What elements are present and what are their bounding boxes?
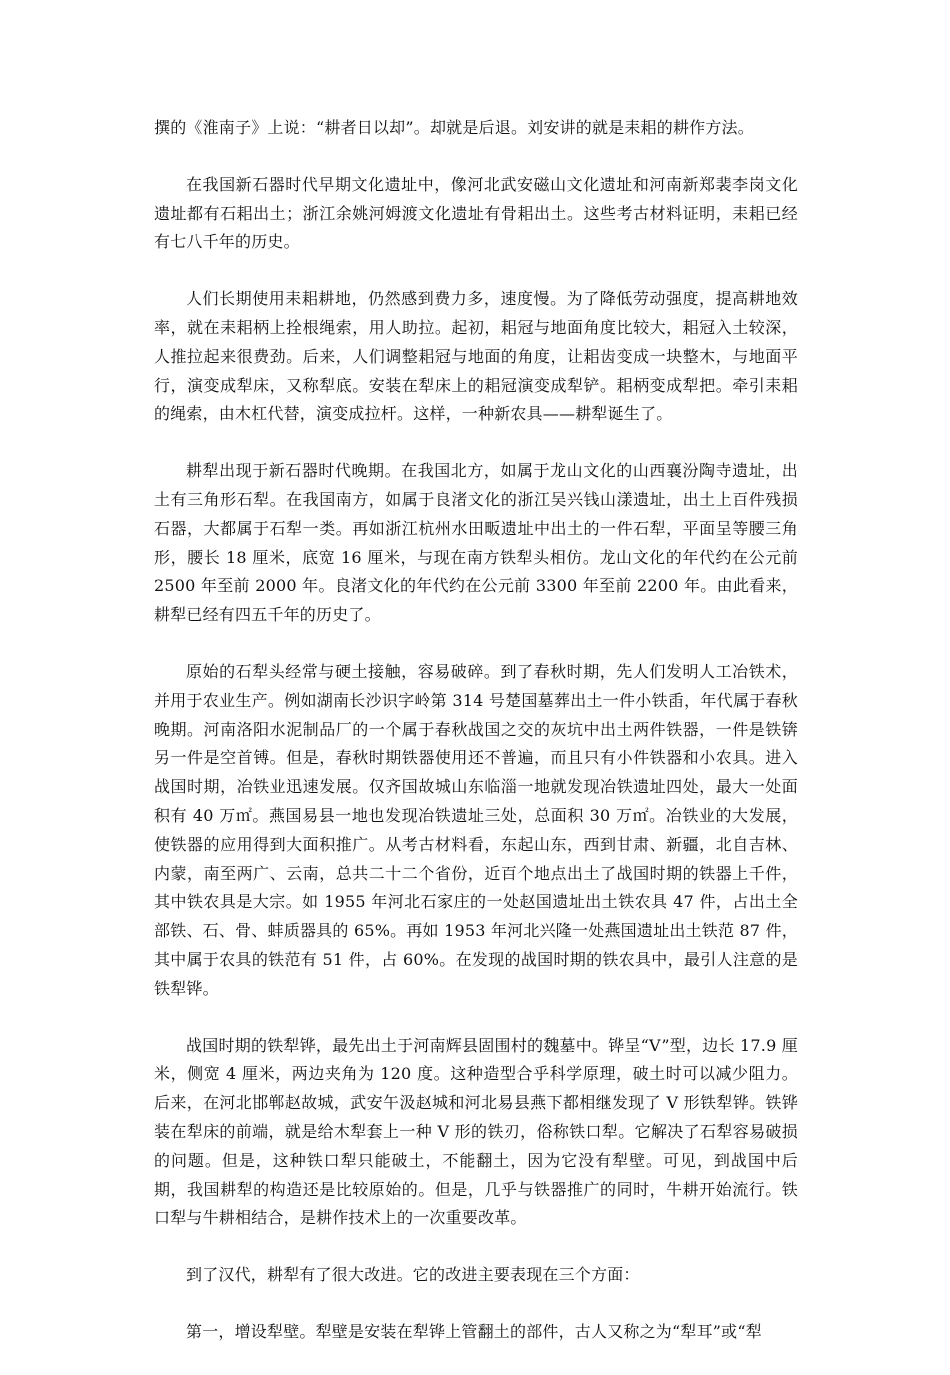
paragraph-3: 人们长期使用耒耜耕地，仍然感到费力多，速度慢。为了降低劳动强度，提高耕地效率，就在耒耜柄上拴根绳索，用人助拉。起初，耜冠与地面角度比较大，耜冠入土较深，人推拉起来很费劲。后来，人们调整耜冠与地面的角度，让耜齿变成一块整木，与地面平行，演变成犁床，又称犁底。安装在犁床上的耜冠演变成犁铲。耜柄变成犁把。牵引耒耜的绳索，由木杠代替，演变成拉杆。这样，一种新农具——耕犁诞生了。 — [154, 289, 798, 424]
paragraph-4: 耕犁出现于新石器时代晚期。在我国北方，如属于龙山文化的山西襄汾陶寺遗址，出土有三角形石犁。在我国南方，如属于良渚文化的浙江吴兴钱山漾遗址，出土上百件残损石器，大都属于石犁一类。再如浙江杭州水田畈遗址中出土的一件石犁，平面呈等腰三角形，腰长 18 厘米，底宽 16 厘米，与现在南方铁犁头相仿。龙山文化的年代约在公元前 2500 年至前 2000 年。良渚文化的年代约在公元前 3300 年至前 2200 年。由此看来，耕犁已经有四五千年的历史了。 — [154, 461, 798, 625]
paragraph-7: 到了汉代，耕犁有了很大改进。它的改进主要表现在三个方面： — [186, 1265, 640, 1285]
paragraph-2: 在我国新石器时代早期文化遗址中，像河北武安磁山文化遗址和河南新郑裴李岗文化遗址都有石耜出土；浙江余姚河姆渡文化遗址有骨耜出土。这些考古材料证明，耒耜已经有七八千年的历史。 — [154, 174, 798, 252]
paragraph-5: 原始的石犁头经常与硬土接触，容易破碎。到了春秋时期，先人们发明人工冶铁术，并用于农业生产。例如湖南长沙识字岭第 314 号楚国墓葬出土一件小铁臿，年代属于春秋晚期。河南洛阳水泥制品厂的一个属于春秋战国之交的灰坑中出土两件铁器，一件是铁锛另一件是空首镈。但是，春秋时期铁器使用还不普遍，而且只有小件铁器和小农具。进入战国时期，冶铁业迅速发展。仅齐国故城山东临淄一地就发现冶铁遗址四处，最大一处面积有 40 万㎡。燕国易县一地也发现冶铁遗址三处，总面积 30 万㎡。冶铁业的大发展，使铁器的应用得到大面积推广。从考古材料看，东起山东，西到甘肃、新疆，北自吉林、内蒙，南至两广、云南，总共二十二个省份，近百个地点出土了战国时期的铁器上千件，其中铁农具是大宗。如 1955 年河北石家庄的一处赵国遗址出土铁农具 47 件，占出土全部铁、石、骨、蚌质器具的 65%。再如 1953 年河北兴隆一处燕国遗址出土铁范 87 件，其中属于农具的铁范有 51 件，占 60%。在发现的战国时期的铁农具中，最引人注意的是铁犁铧。 — [154, 661, 798, 998]
paragraph-6: 战国时期的铁犁铧，最先出土于河南辉县固围村的魏墓中。铧呈“V”型，边长 17.9 厘米，侧宽 4 厘米，两边夹角为 120 度。这种造型合乎科学原理，破土时可以减少阻力。后来，在河北邯郸赵故城，武安午汲赵城和河北易县燕下都相继发现了 V 形铁犁铧。铁铧装在犁床的前端，就是给木犁套上一种 V 形的铁刃，俗称铁口犁。它解决了石犁容易破损的问题。但是，这种铁口犁只能破土，不能翻土，因为它没有犁壁。可见，到战国中后期，我国耕犁的构造还是比较原始的。但是，几乎与铁器推广的同时，牛耕开始流行。铁口犁与牛耕相结合，是耕作技术上的一次重要改革。 — [154, 1035, 798, 1228]
document-page — [154, 114, 798, 1375]
paragraph-1: 撰的《淮南子》上说：“耕者日以却”。却就是后退。刘安讲的就是耒耜的耕作方法。 — [154, 118, 754, 137]
paragraph-8: 第一，增设犁壁。犁壁是安装在犁铧上管翻土的部件，古人又称之为“犁耳”或“犁 — [186, 1321, 762, 1341]
